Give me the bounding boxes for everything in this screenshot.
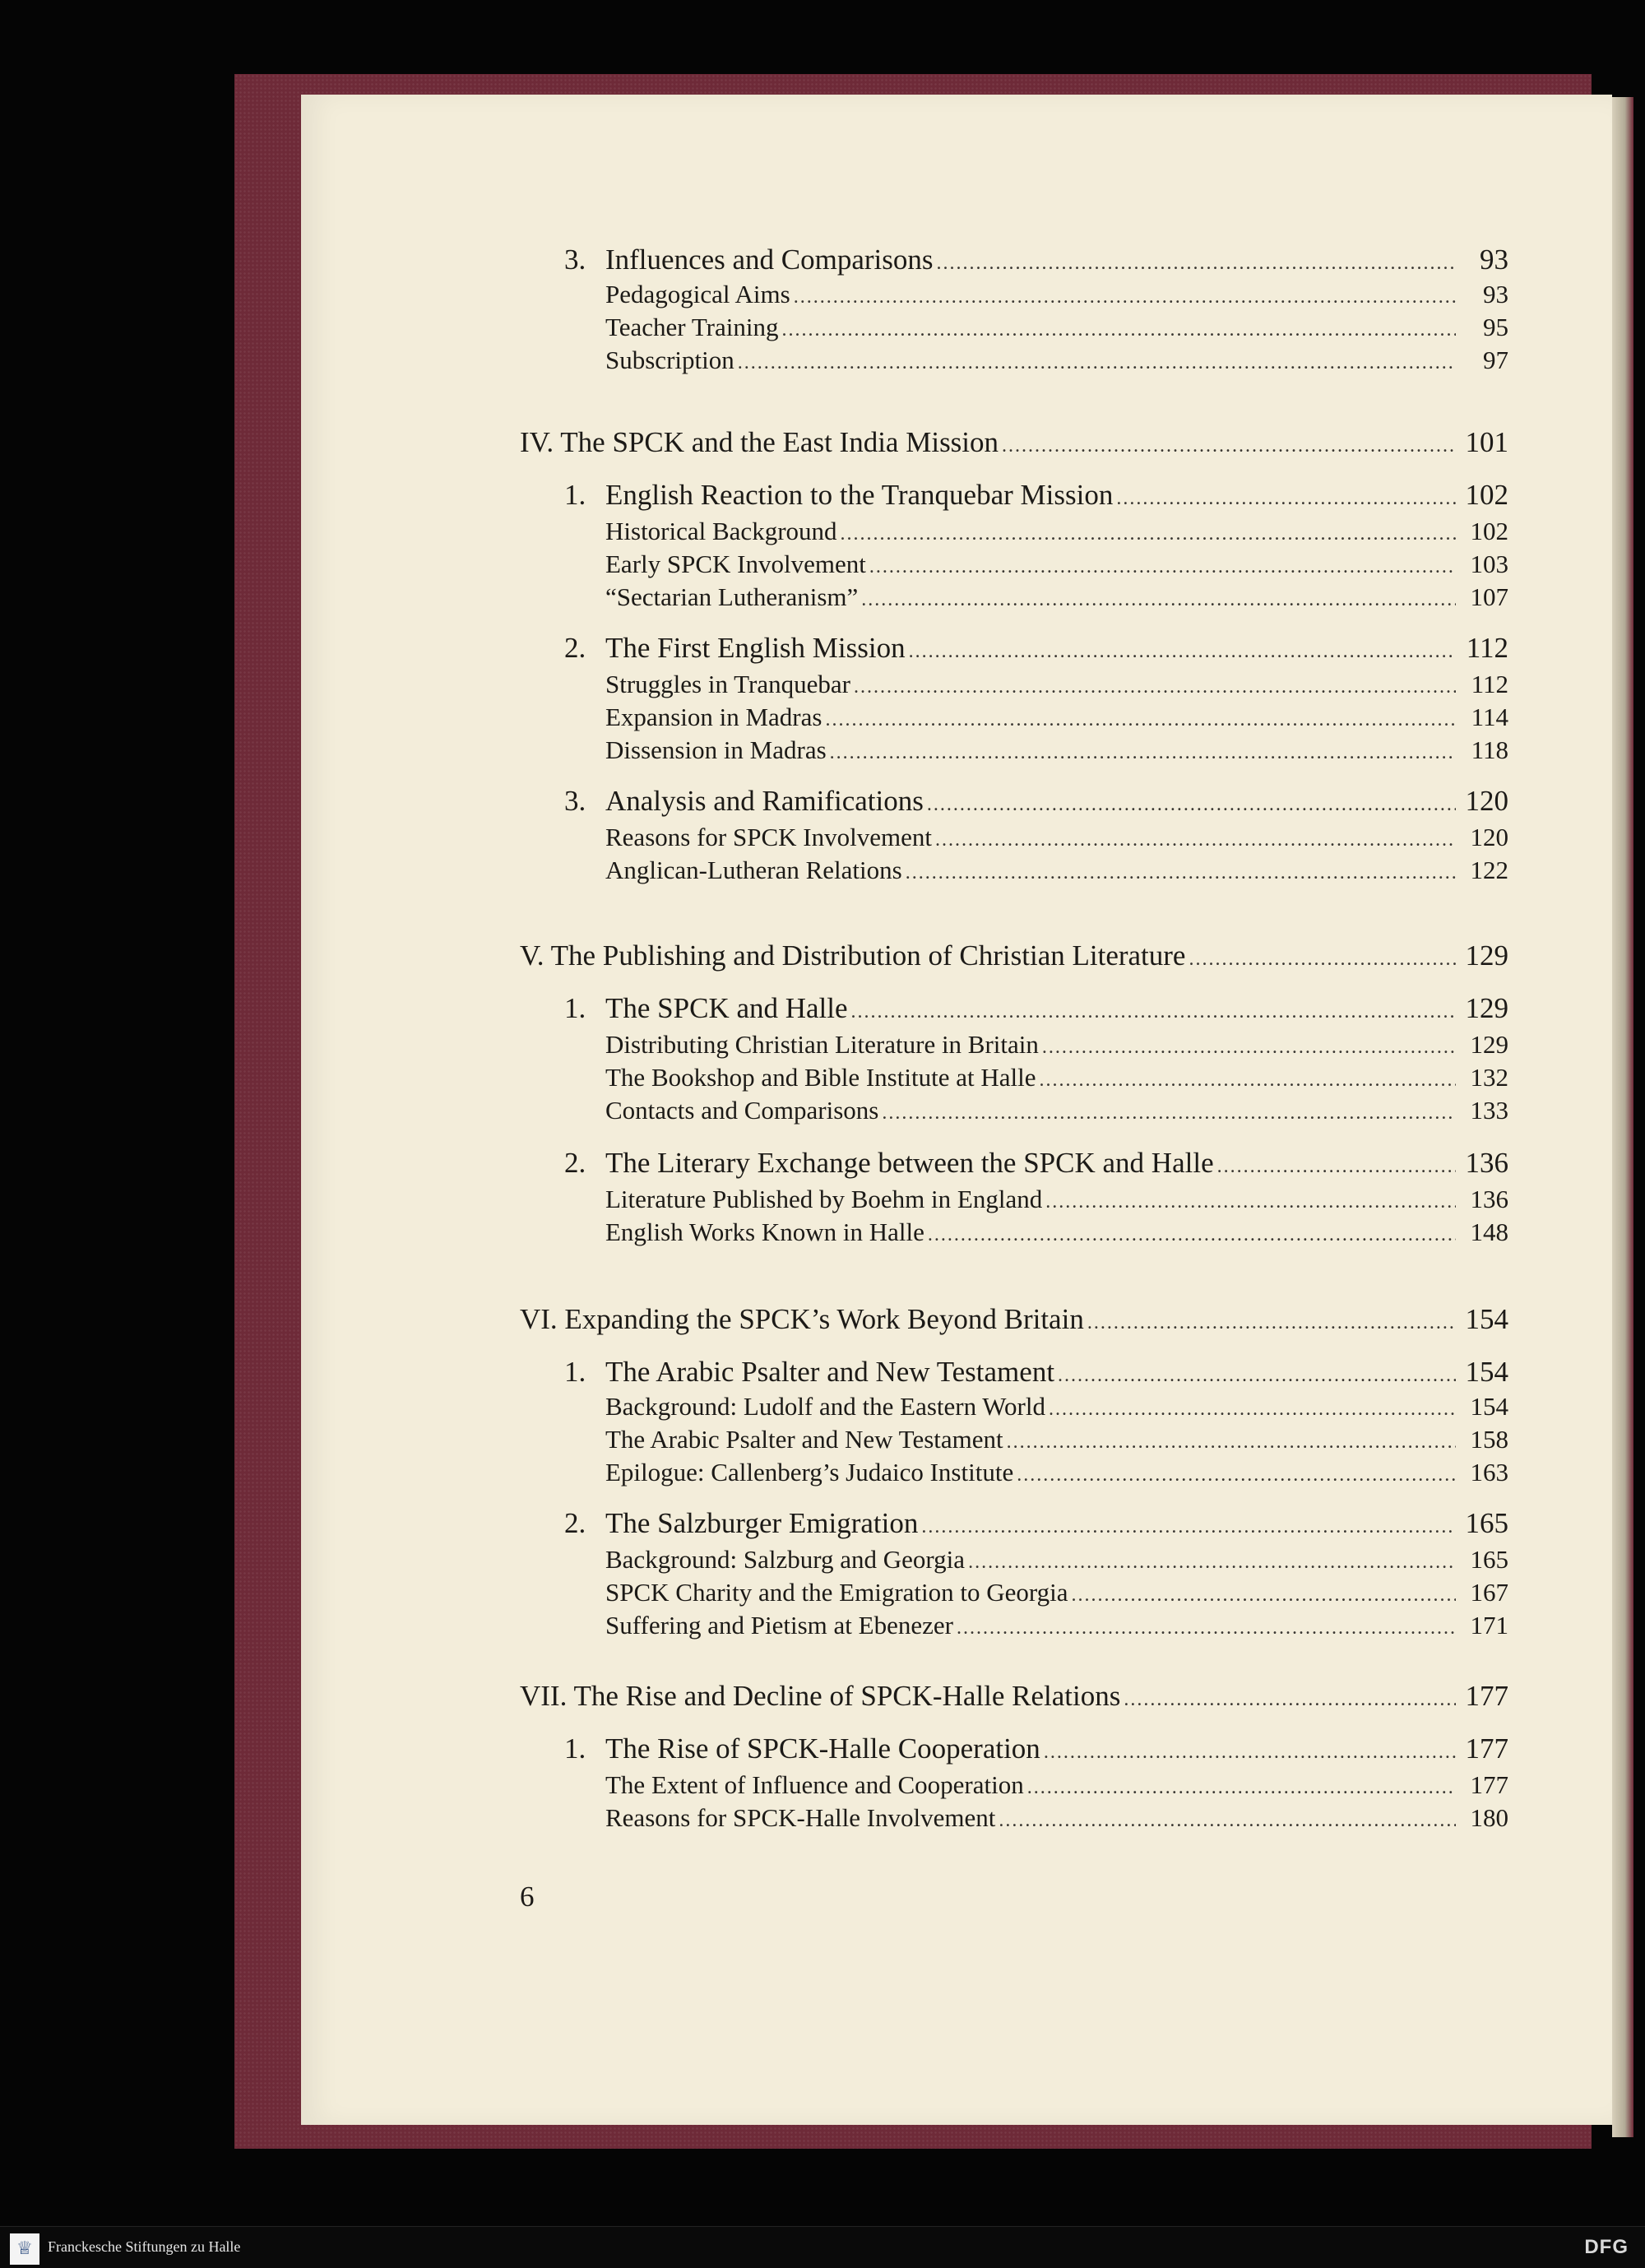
viewer-footer bbox=[0, 2226, 1645, 2268]
subsection-title: Reasons for SPCK Involvement bbox=[605, 823, 932, 851]
subsection-title: The Extent of Influence and Cooperation bbox=[605, 1770, 1024, 1799]
toc-section bbox=[564, 1507, 1508, 1540]
page-ref: 154 bbox=[1465, 1356, 1508, 1388]
toc-subsection bbox=[605, 856, 1508, 885]
page-ref: 180 bbox=[1470, 1803, 1508, 1832]
subsection-title: Struggles in Tranquebar bbox=[605, 670, 850, 698]
page-ref: 112 bbox=[1466, 632, 1508, 664]
subsection-title: Background: Salzburg and Georgia bbox=[605, 1545, 966, 1574]
toc-subsection bbox=[605, 1425, 1508, 1454]
toc-subsection bbox=[605, 582, 1508, 612]
page-ref: 102 bbox=[1465, 479, 1508, 511]
toc-subsection bbox=[605, 1030, 1508, 1060]
toc-subsection bbox=[605, 1545, 1508, 1575]
chapter-title: V. The Publishing and Distribution of Christian Literature bbox=[520, 939, 1186, 972]
section-number: 2. bbox=[564, 1147, 586, 1179]
subsection-title: The Arabic Psalter and New Testament bbox=[605, 1425, 1003, 1454]
subsection-title: Subscription bbox=[605, 346, 734, 374]
page-ref: 171 bbox=[1470, 1611, 1508, 1640]
page-ref: 103 bbox=[1470, 550, 1508, 578]
toc-chapter bbox=[520, 1680, 1508, 1713]
section-number: 3. bbox=[564, 785, 586, 817]
toc-subsection bbox=[605, 735, 1508, 765]
page-ref: 93 bbox=[1480, 243, 1508, 276]
subsection-title: SPCK Charity and the Emigration to Georgia bbox=[605, 1578, 1068, 1607]
section-title: Influences and Comparisons bbox=[605, 243, 934, 276]
page-ref: 177 bbox=[1465, 1680, 1508, 1712]
subsection-title: “Sectarian Lutheranism” bbox=[605, 582, 859, 611]
subsection-title: Anglican-Lutheran Relations bbox=[605, 856, 902, 884]
chapter-title: IV. The SPCK and the East India Mission bbox=[520, 426, 999, 458]
page-ref: 120 bbox=[1465, 785, 1508, 817]
toc-section bbox=[564, 1356, 1508, 1389]
page-ref: 177 bbox=[1465, 1732, 1508, 1765]
toc-subsection bbox=[605, 1063, 1508, 1092]
section-number: 3. bbox=[564, 243, 586, 276]
toc-subsection bbox=[605, 313, 1508, 342]
toc-subsection bbox=[605, 823, 1508, 852]
page-ref: 95 bbox=[1483, 313, 1508, 341]
toc-section bbox=[564, 1147, 1508, 1180]
toc-section bbox=[564, 243, 1508, 276]
subsection-title: Expansion in Madras bbox=[605, 703, 822, 731]
page-ref: 129 bbox=[1465, 992, 1508, 1024]
institution-logo-icon: ♕ bbox=[10, 2233, 39, 2265]
toc-chapter bbox=[520, 1303, 1508, 1336]
toc-subsection bbox=[605, 1611, 1508, 1640]
subsection-title: Epilogue: Callenberg’s Judaico Institute bbox=[605, 1458, 1014, 1486]
section-number: 2. bbox=[564, 1507, 586, 1539]
page-ref: 114 bbox=[1471, 703, 1508, 731]
chapter-title: VII. The Rise and Decline of SPCK-Halle Relations bbox=[520, 1680, 1121, 1712]
toc-subsection bbox=[605, 1217, 1508, 1247]
subsection-title: Suffering and Pietism at Ebenezer bbox=[605, 1611, 953, 1640]
subsection-title: Distributing Christian Literature in Britain bbox=[605, 1030, 1039, 1059]
toc-subsection bbox=[605, 703, 1508, 732]
page-ref: 165 bbox=[1470, 1545, 1508, 1574]
page-ref: 112 bbox=[1471, 670, 1508, 698]
page-ref: 136 bbox=[1465, 1147, 1508, 1179]
page-ref: 122 bbox=[1470, 856, 1508, 884]
section-number: 1. bbox=[564, 479, 586, 511]
page-ref: 167 bbox=[1470, 1578, 1508, 1607]
toc-subsection bbox=[605, 1096, 1508, 1125]
subsection-title: Teacher Training bbox=[605, 313, 779, 341]
subsection-title: Historical Background bbox=[605, 517, 837, 545]
subsection-title: Contacts and Comparisons bbox=[605, 1096, 879, 1125]
page-ref: 154 bbox=[1465, 1303, 1508, 1335]
toc-subsection bbox=[605, 1392, 1508, 1422]
subsection-title: Dissension in Madras bbox=[605, 735, 827, 764]
page-ref: 133 bbox=[1470, 1096, 1508, 1125]
page-ref: 129 bbox=[1470, 1030, 1508, 1059]
page-ref: 177 bbox=[1470, 1770, 1508, 1799]
section-title: The Salzburger Emigration bbox=[605, 1507, 919, 1539]
toc-subsection bbox=[605, 1770, 1508, 1800]
section-title: The Rise of SPCK-Halle Cooperation bbox=[605, 1732, 1040, 1765]
chapter-title: VI. Expanding the SPCK’s Work Beyond Britain bbox=[520, 1303, 1084, 1335]
institution-name: Franckesche Stiftungen zu Halle bbox=[48, 2238, 241, 2255]
page-ref: 93 bbox=[1483, 280, 1508, 308]
page-number: 6 bbox=[520, 1881, 535, 1913]
subsection-title: Literature Published by Boehm in England bbox=[605, 1185, 1043, 1213]
page-ref: 165 bbox=[1465, 1507, 1508, 1539]
toc-subsection bbox=[605, 670, 1508, 699]
section-title: The First English Mission bbox=[605, 632, 906, 664]
toc-chapter bbox=[520, 426, 1508, 459]
toc-subsection bbox=[605, 346, 1508, 375]
page-ref: 148 bbox=[1470, 1217, 1508, 1246]
section-title: The Literary Exchange between the SPCK and Halle bbox=[605, 1147, 1214, 1179]
page-ref: 136 bbox=[1470, 1185, 1508, 1213]
subsection-title: Reasons for SPCK-Halle Involvement bbox=[605, 1803, 996, 1832]
page-ref: 154 bbox=[1470, 1392, 1508, 1421]
page-ref: 129 bbox=[1465, 939, 1508, 972]
toc-subsection bbox=[605, 1578, 1508, 1607]
toc-subsection bbox=[605, 1185, 1508, 1214]
subsection-title: The Bookshop and Bible Institute at Halle bbox=[605, 1063, 1036, 1092]
toc-subsection bbox=[605, 1803, 1508, 1833]
toc-section bbox=[564, 632, 1508, 665]
page-ref: 107 bbox=[1470, 582, 1508, 611]
subsection-title: Background: Ludolf and the Eastern World bbox=[605, 1392, 1045, 1421]
toc-section bbox=[564, 785, 1508, 818]
section-number: 1. bbox=[564, 1356, 586, 1388]
page-ref: 102 bbox=[1470, 517, 1508, 545]
toc-subsection bbox=[605, 1458, 1508, 1487]
page-ref: 132 bbox=[1470, 1063, 1508, 1092]
section-title: English Reaction to the Tranquebar Mission bbox=[605, 479, 1114, 511]
section-title: The Arabic Psalter and New Testament bbox=[605, 1356, 1055, 1388]
toc-section bbox=[564, 1732, 1508, 1765]
page-ref: 101 bbox=[1465, 426, 1508, 458]
funder-logo: DFG bbox=[1584, 2236, 1629, 2258]
toc-subsection bbox=[605, 550, 1508, 579]
subsection-title: Early SPCK Involvement bbox=[605, 550, 866, 578]
section-number: 2. bbox=[564, 632, 586, 664]
subsection-title: English Works Known in Halle bbox=[605, 1217, 924, 1246]
section-title: The SPCK and Halle bbox=[605, 992, 848, 1024]
page-ref: 118 bbox=[1471, 735, 1508, 764]
section-number: 1. bbox=[564, 1732, 586, 1765]
page-ref: 120 bbox=[1470, 823, 1508, 851]
section-title: Analysis and Ramifications bbox=[605, 785, 924, 817]
section-number: 1. bbox=[564, 992, 586, 1024]
toc-section bbox=[564, 479, 1508, 512]
toc-subsection bbox=[605, 280, 1508, 309]
toc-section bbox=[564, 992, 1508, 1025]
toc-subsection bbox=[605, 517, 1508, 546]
page-ref: 163 bbox=[1470, 1458, 1508, 1486]
subsection-title: Pedagogical Aims bbox=[605, 280, 790, 308]
page-ref: 158 bbox=[1470, 1425, 1508, 1454]
toc-chapter bbox=[520, 939, 1508, 972]
page-ref: 97 bbox=[1483, 346, 1508, 374]
